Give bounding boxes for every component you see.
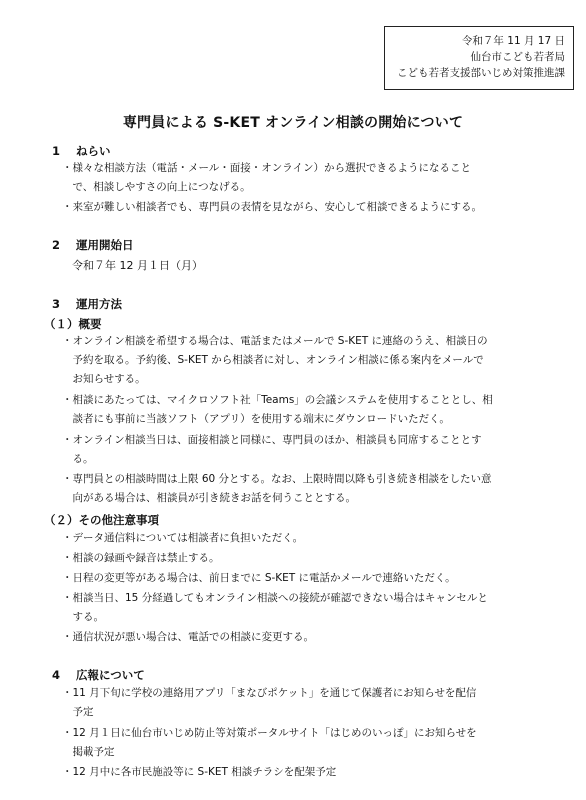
- bullet-line: ・オンライン相談当日は、面接相談と同様に、専門員のほか、相談員も同席することとす: [62, 434, 482, 446]
- bullet-line: ・来室が難しい相談者でも、専門員の表情を見ながら、安心して相談できるようにする。: [62, 201, 482, 213]
- section-number: 3: [52, 297, 61, 311]
- section-title: 運用開始日: [76, 238, 134, 252]
- bullet-line: お知らせする。: [62, 373, 146, 385]
- bullet-line: ・オンライン相談を希望する場合は、電話またはメールで S-KET に連絡のうえ、相談日の: [62, 335, 488, 347]
- header-org: 仙台市こども若者局: [470, 51, 565, 63]
- bullet-line: ・相談にあたっては、マイクロソフト社「Teams」の会議システムを使用することとし、相: [62, 394, 493, 406]
- bullet-line: 向がある場合は、相談員が引き続きお話を伺うこととする。: [62, 492, 356, 504]
- section-number: 2: [52, 238, 61, 252]
- section-number: 1: [52, 144, 61, 158]
- bullet-line: ・日程の変更等がある場合は、前日までに S-KET に電話かメールで連絡いただく。: [62, 572, 456, 584]
- bullet-line: ・11 月下旬に学校の連絡用アプリ「まなびポケット」を通じて保護者にお知らせを配信: [62, 687, 477, 699]
- section-title: ねらい: [76, 144, 111, 158]
- start-date: 令和７年 12 月１日（月）: [72, 259, 203, 272]
- bullet-line: ・相談の録画や録音は禁止する。: [62, 552, 220, 564]
- subsection-heading: （１）概要: [44, 317, 102, 331]
- header-date: 令和７年 11 月 17 日: [461, 35, 565, 47]
- bullet-line: ・12 月１日に仙台市いじめ防止等対策ポータルサイト「はじめのいっぽ」にお知らせを: [62, 727, 477, 739]
- section-2-heading: [52, 237, 134, 253]
- bullet-line: で、相談しやすさの向上につなげる。: [62, 181, 251, 193]
- bullet-line: 談者にも事前に当該ソフト（アプリ）を使用する端末にダウンロードいただく。: [62, 413, 450, 425]
- bullet-line: 掲載予定: [62, 746, 115, 758]
- bullet-line: ・12 月中に各市民施設等に S-KET 相談チラシを配架予定: [62, 766, 337, 778]
- header-dept: こども若者支援部いじめ対策推進課: [397, 67, 565, 79]
- section-4-heading: [52, 667, 145, 683]
- bullet-line: 予約を取る。予約後、S-KET から相談者に対し、オンライン相談に係る案内をメールで: [62, 354, 484, 366]
- section-3-heading: [52, 296, 122, 312]
- page-title: 専門員による S-KET オンライン相談の開始について: [122, 115, 464, 131]
- section-number: 4: [52, 668, 61, 682]
- bullet-line: する。: [62, 611, 104, 623]
- bullet-line: 予定: [62, 706, 94, 718]
- bullet-line: ・相談当日、15 分経過してもオンライン相談への接続が確認できない場合はキャンセルと: [62, 592, 488, 604]
- section-title: 運用方法: [76, 297, 122, 311]
- section-title: 広報について: [76, 668, 145, 682]
- subsection-heading: （２）その他注意事項: [44, 513, 159, 527]
- bullet-line: ・データ通信料については相談者に負担いただく。: [62, 532, 304, 544]
- bullet-line: ・通信状況が悪い場合は、電話での相談に変更する。: [62, 631, 314, 643]
- bullet-line: ・様々な相談方法（電話・メール・面接・オンライン）から選択できるようになること: [62, 162, 471, 174]
- section-1-heading: [52, 143, 111, 159]
- header-box: [384, 26, 574, 90]
- bullet-line: る。: [62, 453, 94, 465]
- bullet-line: ・専門員との相談時間は上限 60 分とする。なお、上限時間以降も引き続き相談をしたい意: [62, 473, 492, 485]
